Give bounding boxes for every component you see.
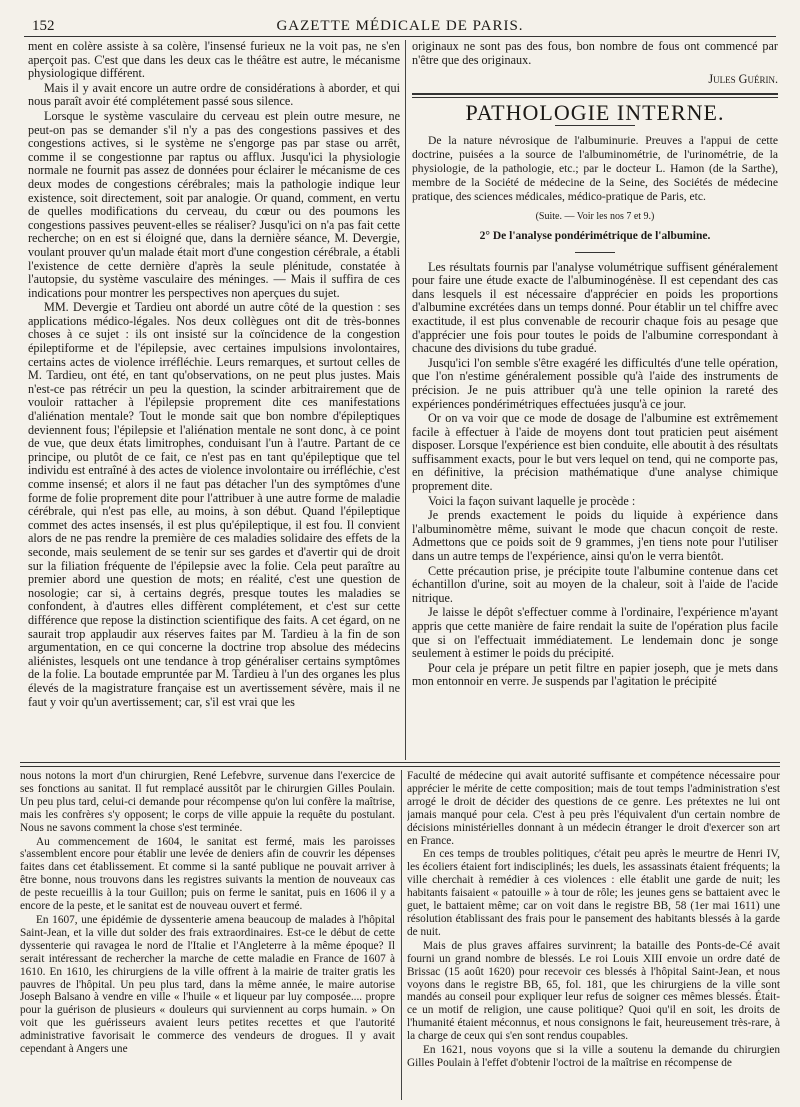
paragraph: Les résultats fournis par l'analyse volumétrique suffisent généralement pour faire une étude exacte de l'albuminogénèse. Il est cependant des cas dans lesquels il est nécessaire d'apprécier en poids les proportions d'albumine excrétées dans un temps donné. Pour établir un tel chiffre avec exactitude, il est plus convenable de recourir chaque fois au pesage que d'apprécier une fois pour toutes le poids de l'albumine correspondant à chacune des divisions du tube gradué. [412,259,778,356]
paragraph: Or on va voir que ce mode de dosage de l'albumine est extrêmement facile à effectuer à l'aide de moyens dont tout praticien peut aisément disposer. Lorsque l'expérience est bien conduite, elle aboutit à des résultats suffisamment exacts, pour le but vers lequel on tend, qui ne comporte pas, en définitive, la précision mathématique d'une analyse chimique proprement dite. [412,411,778,494]
journal-title: GAZETTE MÉDICALE DE PARIS. [276,18,524,34]
title-rule [555,125,635,126]
section-title: PATHOLOGIE INTERNE. [465,99,725,125]
paragraph: Au commencement de 1604, le sanitat est fermé, mais les paroisses s'assemblent encore pour établir une levée de deniers afin de couvrir les dépenses faites dans cet établissement. Et comme si la santé publique ne pouvait arriver à être bonne, nous trouvons dans les registres suivants la mention de nouveaux cas de peste recueillis à la tour Guillon; puis on ferme le sanitat, puis en 1606 il y a encore de la peste, et le sanitat est de nouveau ouvert et fermé. [20,835,395,913]
paragraph: Cette précaution prise, je précipite toute l'albumine contenue dans cet échantillon d'urine, soit au moyen de la chaleur, soit à l'aide de l'acide nitrique. [412,563,778,605]
feuilleton-separator [20,762,780,767]
column-divider [405,40,406,760]
paragraph: En ces temps de troubles politiques, c'était peu après le meurtre de Henri IV, les écoliers étaient fort indisciplinés; les duels, les assassinats étaient fréquents; la ville cherchait à remédier à ces violences : elle établit une garde de nuit; les habitants faisaient « patouille » à tour de rôle; les jeunes gens se battaient avec le guet, le battaient même; car on voit dans le registre BB, 58 (1er mai 1611) une résolution établissant des frais pour le pansement des habitants blessés à la garde de nuit. [407,848,780,938]
paragraph: originaux ne sont pas des fous, bon nombre de fous ont commencé par n'être que des originaux. [412,40,778,67]
left-column [28,40,400,760]
paragraph: Jusqu'ici l'on semble s'être exagéré les difficultés d'une telle opération, que l'on n'estime généralement possible qu'à l'aide des instruments de précision. Je ne puis attribuer qu'à une telle opinion la rareté des expériences pondérimétriques effectuées jusqu'à ce jour. [412,355,778,411]
paragraph: nous notons la mort d'un chirurgien, René Lefebvre, survenue dans l'exercice de ses fonctions au sanitat. Il fut remplacé aussitôt par le chirurgien Gilles Poulain. Un peu plus tard, celui-ci demande pour récompense qu'on lui confère la maîtrise, mais les confrères s'y opposent; le corps de ville appuie la requête du postulant. Nous ne savons comment la chose s'est terminée. [20,770,395,834]
column-divider [401,770,402,1100]
paragraph: Lorsque le système vasculaire du cerveau est plein outre mesure, ne peut-on pas se demander s'il n'y a pas des congestions passives et des congestions actives, si le système ne s'engorge pas par stase ou arrêt, comme il se congestionne par raptus ou afflux. Jusqu'ici la physiologie normale ne fournit pas assez de données pour éclairer le mécanisme de ces deux modes de congestions cérébrales; mais la pathologie indique leur existence, soit directement, soit par analogie. Or quand, comment, en vertu de quelles modifications du cerveau, du cœur ou des poumons les congestions passives peuvent-elles se réaliser? Jusqu'ici on n'a pas fait cette recherche; on en est si éloigné que, dans la dernière séance, M. Devergie, voulant prouver qu'un malade était mort d'une congestion cérébrale, a établi l'existence de cette dernière d'après la seule plénitude, constatée à l'autopsie, du système vasculaire des méninges. — Mais il suffira de ces indications pour montrer les perspectives non aperçues du sujet. [28,108,400,300]
paragraph: Je laisse le dépôt s'effectuer comme à l'ordinaire, l'expérience m'ayant appris que cette manière de faire rendait la suite de l'opération plus facile que si on l'effectuait immédiatement. Le lendemain donc je songe seulement à estimer le poids du précipité. [412,605,778,661]
paragraph: Pour cela je prépare un petit filtre en papier joseph, que je mets dans mon entonnoir en verre. Je suspends par l'agitation le précipité [412,660,778,689]
page-header [24,10,776,37]
paragraph: MM. Devergie et Tardieu ont abordé un autre côté de la question : ses applications médico-légales. Nos deux collègues ont dit de très-bonnes choses à ce sujet : ils ont insisté sur la coïncidence de la congestion épileptiforme et de l'épilepsie, avec certaines impulsions involontaires, certains actes de violence irréfléchie. Leurs remarques, et surtout celles de M. Tardieu, ont été, en tant qu'observations, on ne peut plus justes. Mais n'est-ce pas rétrécir un peu la question, la scinder arbitrairement que de vouloir rattacher à l'épilepsie proprement dite ces manifestations d'aliénation mentale? Tout le monde sait que bon nombre d'épileptiques deviennent fous; l'épilepsie et l'aliénation mentale ne sont donc, à ce point de vue, que deux états limitrophes, conduisant l'un à l'autre. Partant de ce principe, ou plutôt de ce fait, ce n'est pas en tant qu'épileptique que tel individu est entraîné à des actes de violence involontaire ou irréfléchie, c'est comme insensé; et alors il ne faut pas détacher l'un des symptômes d'une forme de folie proprement dite pour l'attribuer à une autre forme de maladie cérébrale, qui n'est pas elle, au moins, à son début. Quand l'épileptique commet des actes insensés, il est plus qu'épileptique, il est fou. Il convient alors de ne pas rendre la première de ces maladies solidaire des effets de la seconde, mais seulement de se tenir sur ses gardes et d'avertir qui de droit sur la filiation fréquente de l'épilepsie avec la folie. Cela peut paraître au premier abord une question de mots; en réalité, c'est une question de nosologie; car si, à certains degrés, presque toutes les maladies se confondent, à d'autres elles diffèrent complétement, et c'est sur cette différence que repose la distinction scientifique des faits. A cet égard, on ne saurait trop applaudir aux réserves faites par M. Tardieu à la fin de son argumentation, en ce qui concerne la doctrine trop absolue des médecins aliénistes, lesquels ont une tendance à trop généraliser certains symptômes de la folie. La boutade empruntée par M. Tardieu à l'un des organes les plus élevés de la magistrature française est un avertissement sévère, mais il ne faut y voir qu'un avertissement; car, s'il est vrai que les [28,300,400,709]
paragraph: Mais de plus graves affaires survinrent; la bataille des Ponts-de-Cé avait fourni un grand nombre de blessés. Le roi Louis XIII envoie un ordre daté de Brissac (15 août 1620) pour recevoir ces blessés à l'hôpital Saint-Jean, et nous voyons dans le registre BB, 65, fol. 181, que les chirurgiens de la ville sont mandés au conseil pour expliquer leur refus de soigner ces mêmes blessés. Était-ce un motif de religion, une cause politique? Quoi qu'il en soit, les droits de l'humanité étaient méconnus, et nous consignons le fait, heureusement très-rare, à la charge de ceux qui s'en sont rendus coupables. [407,939,780,1043]
paragraph: Voici la façon suivant laquelle je procède : [428,493,636,508]
page-number: 152 [32,18,55,34]
feuilleton-right-column [407,770,780,1100]
article-heading: De la nature névrosique de l'albuminurie. Preuves a l'appui de cette doctrine, puisées a la source de l'albuminométrie, de l'urinométrie, de la physiologie, de la pathologie, etc.; par le docteur L. Hamon (de la Sarthe), membre de la Société de médecine de la Seine, des Sociétés de médecine pratique, des sciences médicales, médico-pratique de Paris, etc. [412,134,778,204]
paragraph: Mais il y avait encore un autre ordre de considérations à aborder, et qui nous paraît avoir été complétement passé sous silence. [28,80,400,109]
author-signature: Jules Guérin. [708,72,778,87]
paragraph: Faculté de médecine qui avait autorité suffisante et compétence nécessaire pour apprécier le mérite de cette composition; mais de tout temps l'administration s'est arrogé le droit de décider des questions de ce genre. Les prétextes ne lui ont jamais manqué pour cela. C'est à peu près l'équivalent d'un certain nombre de décisions ministérielles donnant à un médecin étranger le droit d'exercer son art en France. [407,770,780,847]
continuation-note: (Suite. — Voir les nos 7 et 9.) [535,211,655,223]
subsection-heading: 2° De l'analyse pondérimétrique de l'albumine. [479,229,711,242]
feuilleton-left-column [20,770,395,1100]
section-rule [412,93,778,98]
paragraph: En 1621, nous voyons que si la ville a soutenu la demande du chirurgien Gilles Poulain à l'effet d'obtenir l'octroi de la maîtrise en récompense de [407,1044,780,1069]
right-column [412,40,778,760]
subsection-rule [575,252,615,253]
paragraph: ment en colère assiste à sa colère, l'insensé furieux ne la voit pas, ne s'en aperçoit pas. C'est que dans les deux cas le théâtre est autre, le mécanisme physiologique différent. [28,40,400,81]
paragraph: Je prends exactement le poids du liquide à expérience dans l'albuminomètre même, suivant le mode que chacun conçoit de reste. Admettons que ce poids soit de 9 grammes, j'en tiens note pour l'utiliser dans un autre temps de l'expérience, ainsi qu'on le verra bientôt. [412,508,778,564]
paragraph: En 1607, une épidémie de dyssenterie amena beaucoup de malades à l'hôpital Saint-Jean, et la ville dut solder des frais extraordinaires. Est-ce le début de cette dyssenterie qui ravagea le nord de l'Italie et l'Angleterre à la même époque? Il serait intéressant de rechercher la marche de cette maladie en France de 1607 à 1610. En 1610, les chirurgiens de la ville offrent à la mairie de traiter gratis les pauvres de l'hôpital. Un peu plus tard, dans la même année, le maire autorise Joseph Balsano à vendre en ville « l'huile « et liqueur par luy composée.... propre pour la guérison de plusieurs « douleurs qui surviennent au corps humain. » On voit que les guérisseurs avaient leurs petites recettes et que l'autorité administrative favorisait le commerce des vendeurs de drogues. Il y avait cependant à Angers une [20,913,395,1056]
